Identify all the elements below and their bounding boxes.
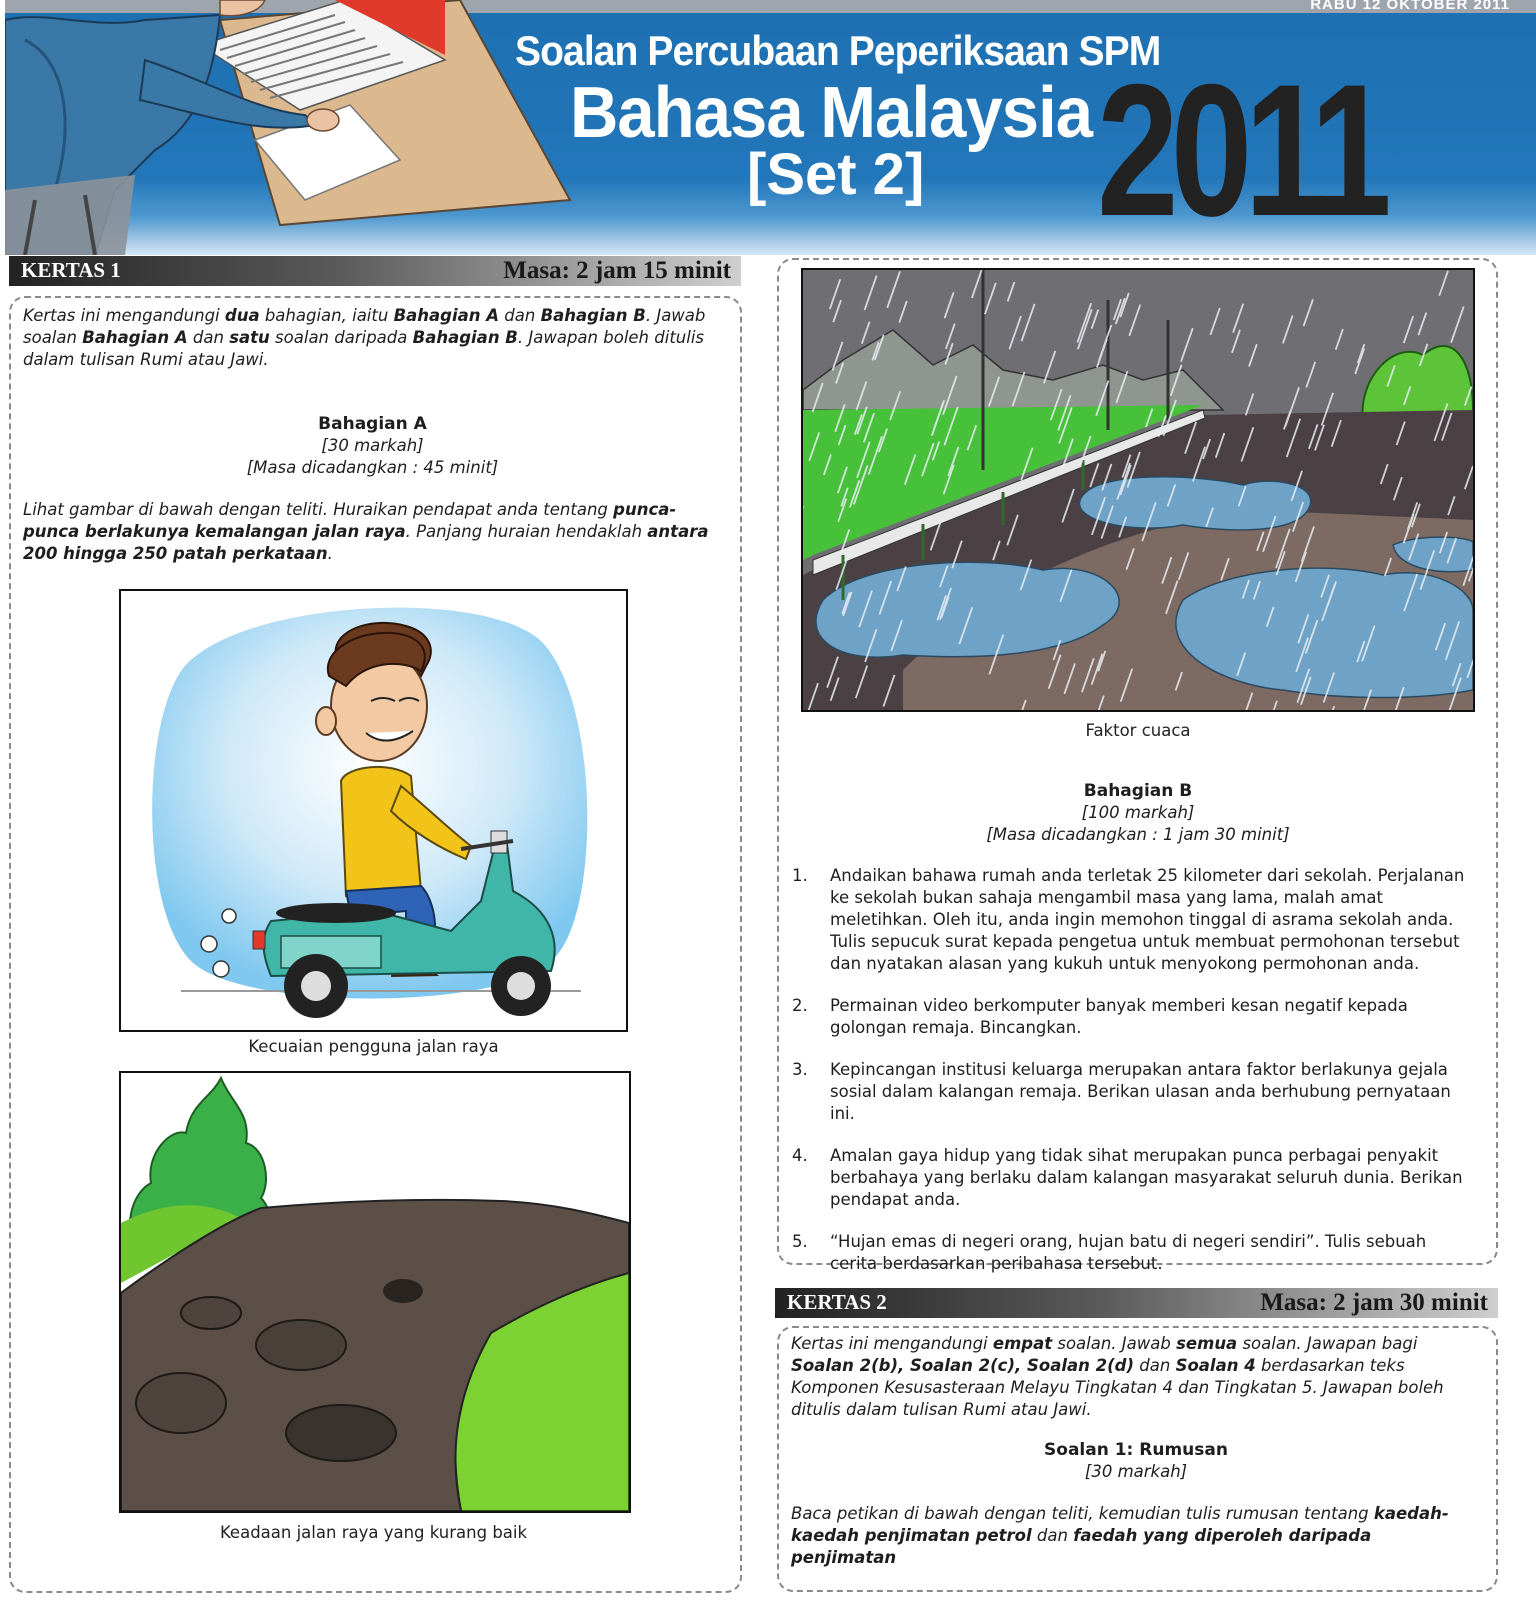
bahagian-b-marks: [100 markah] — [1081, 803, 1195, 822]
kertas2-bar — [775, 1288, 1498, 1318]
bold-text-run: punca-punca berlakunya kemalangan jalan raya — [23, 500, 677, 541]
text-run: dan — [499, 306, 541, 325]
rain-caption: Faktor cuaca — [1085, 721, 1191, 740]
scooter-figure — [119, 589, 628, 1032]
bold-text-run: Bahagian A — [82, 328, 188, 347]
kertas2-label: KERTAS 2 — [787, 1290, 887, 1314]
scooter-caption: Kecuaian pengguna jalan raya — [248, 1037, 499, 1056]
kertas1-intro — [23, 305, 728, 371]
bold-text-run: satu — [229, 328, 270, 347]
bahagian-b-time: [Masa dicadangkan : 1 jam 30 minit] — [986, 825, 1290, 844]
question-item — [778, 1231, 1478, 1275]
question-text: Amalan gaya hidup yang tidak sihat merupakan punca perbagai penyakit berbahaya yang berlaku dalam kalangan masyarakat seluruh dunia. Berikan pendapat anda. — [830, 1146, 1463, 1209]
header-title-line2: Bahasa Malaysia — [570, 73, 1093, 153]
bahagian-a-time: [Masa dicadangkan : 45 minit] — [246, 458, 499, 477]
bold-text-run: dua — [224, 306, 260, 325]
kertas2-intro — [791, 1333, 1481, 1421]
bold-text-run: faedah yang diperoleh daripada penjimatan — [791, 1526, 1372, 1567]
question-number: 5. — [792, 1232, 808, 1251]
bold-text-run: antara 200 hingga 250 patah perkataan — [23, 522, 709, 563]
question-text: Andaikan bahawa rumah anda terletak 25 kilometer dari sekolah. Perjalanan ke sekolah bukan sahaja mengambil masa yang lama, malah amat meletihkan. Oleh itu, anda ingin memohon tinggal di asrama sekolah anda. Tulis sepucuk surat kepada pengetua untuk membuat permohonan tersebut dan nyatakan alasan yang kukuh untuk menyokong permohonan anda. — [830, 866, 1465, 973]
bold-text-run: Soalan 2(b), Soalan 2(c), Soalan 2(d) — [791, 1356, 1135, 1375]
question-list — [778, 865, 1478, 1275]
kertas1-label: KERTAS 1 — [21, 258, 121, 282]
header-title-line1: Soalan Percubaan Peperiksaan SPM — [515, 27, 1161, 74]
kertas1-bar — [9, 256, 741, 286]
bahagian-a-heading — [120, 413, 625, 479]
text-run: dan — [187, 328, 230, 347]
rain-road-illustration — [803, 270, 1473, 710]
bahagian-a-marks: [30 markah] — [321, 436, 424, 455]
bahagian-a-title: Bahagian A — [318, 414, 427, 434]
bold-text-run: empat — [992, 1334, 1053, 1353]
text-run: . Jawapan boleh ditulis dalam tulisan Rumi atau Jawi. — [23, 328, 705, 369]
scooter-illustration — [121, 591, 626, 1030]
bold-text-run: Soalan 4 — [1175, 1356, 1256, 1375]
header-date: RABU 12 OKTOBER 2011 — [1310, 0, 1510, 13]
question-number: 2. — [792, 996, 808, 1015]
text-run: Kertas ini mengandungi — [791, 1334, 993, 1353]
bahagian-b-heading — [801, 780, 1475, 846]
bold-text-run: Bahagian B — [540, 306, 646, 325]
question-item — [778, 1145, 1478, 1211]
question-text: Permainan video berkomputer banyak memberi kesan negatif kepada golongan remaja. Bincangkan. — [830, 996, 1408, 1037]
bahagian-a-instruction — [23, 499, 728, 565]
soalan1-instruction — [791, 1503, 1481, 1569]
kertas2-time: Masa: 2 jam 30 minit — [1260, 1289, 1488, 1316]
question-number: 3. — [792, 1060, 808, 1079]
text-run: berdasarkan teks Komponen Kesusasteraan Melayu Tingkatan 4 dan Tingkatan 5. Jawapan boleh ditulis dalam tulisan Rumi atau Jawi. — [791, 1356, 1444, 1419]
text-run: . Jawab soalan — [23, 306, 706, 347]
header-year: 2011 — [1097, 45, 1384, 255]
text-run: Baca petikan di bawah dengan teliti, kemudian tulis rumusan tentang — [791, 1504, 1374, 1523]
question-item — [778, 1059, 1478, 1125]
question-item — [778, 995, 1478, 1039]
question-item — [778, 865, 1478, 975]
bahagian-b-questions — [778, 865, 1478, 1295]
bold-text-run: semua — [1176, 1334, 1238, 1353]
text-run: soalan. Jawapan bagi — [1237, 1334, 1418, 1353]
text-run: bahagian, iaitu — [259, 306, 394, 325]
soalan1-marks: [30 markah] — [1084, 1462, 1188, 1481]
kertas1-time: Masa: 2 jam 15 minit — [503, 257, 731, 284]
text-run: Lihat gambar di bawah dengan teliti. Huraikan pendapat anda tentang — [23, 500, 614, 519]
soalan1-title: Soalan 1: Rumusan — [1044, 1440, 1228, 1460]
text-run: . Panjang huraian hendaklah — [405, 522, 648, 541]
rain-figure — [801, 268, 1475, 712]
bold-text-run: Bahagian B — [412, 328, 518, 347]
header-title-line3: [Set 2] — [747, 142, 925, 207]
soalan1-heading — [791, 1439, 1481, 1483]
page-header — [5, 0, 1536, 255]
text-run: soalan daripada — [269, 328, 413, 347]
text-run: Kertas ini mengandungi — [23, 306, 225, 325]
question-text: Kepincangan institusi keluarga merupakan antara faktor berlakunya gejala sosial dalam kalangan remaja. Berikan ulasan anda berhubung pernyataan ini. — [830, 1060, 1451, 1123]
question-number: 1. — [792, 866, 808, 885]
question-number: 4. — [792, 1146, 808, 1165]
bold-text-run: kaedah-kaedah penjimatan petrol — [791, 1504, 1449, 1545]
road-caption: Keadaan jalan raya yang kurang baik — [219, 1523, 528, 1542]
question-text: “Hujan emas di negeri orang, hujan batu di negeri sendiri”. Tulis sebuah cerita berdasarkan peribahasa tersebut. — [830, 1232, 1427, 1273]
bahagian-b-title: Bahagian B — [1083, 781, 1193, 801]
bold-text-run: Bahagian A — [393, 306, 500, 325]
pothole-road-illustration — [121, 1073, 629, 1511]
text-run: dan — [1134, 1356, 1176, 1375]
road-figure — [119, 1071, 631, 1513]
text-run: dan — [1031, 1526, 1074, 1545]
text-run: soalan. Jawab — [1052, 1334, 1177, 1353]
text-run: . — [327, 544, 333, 563]
